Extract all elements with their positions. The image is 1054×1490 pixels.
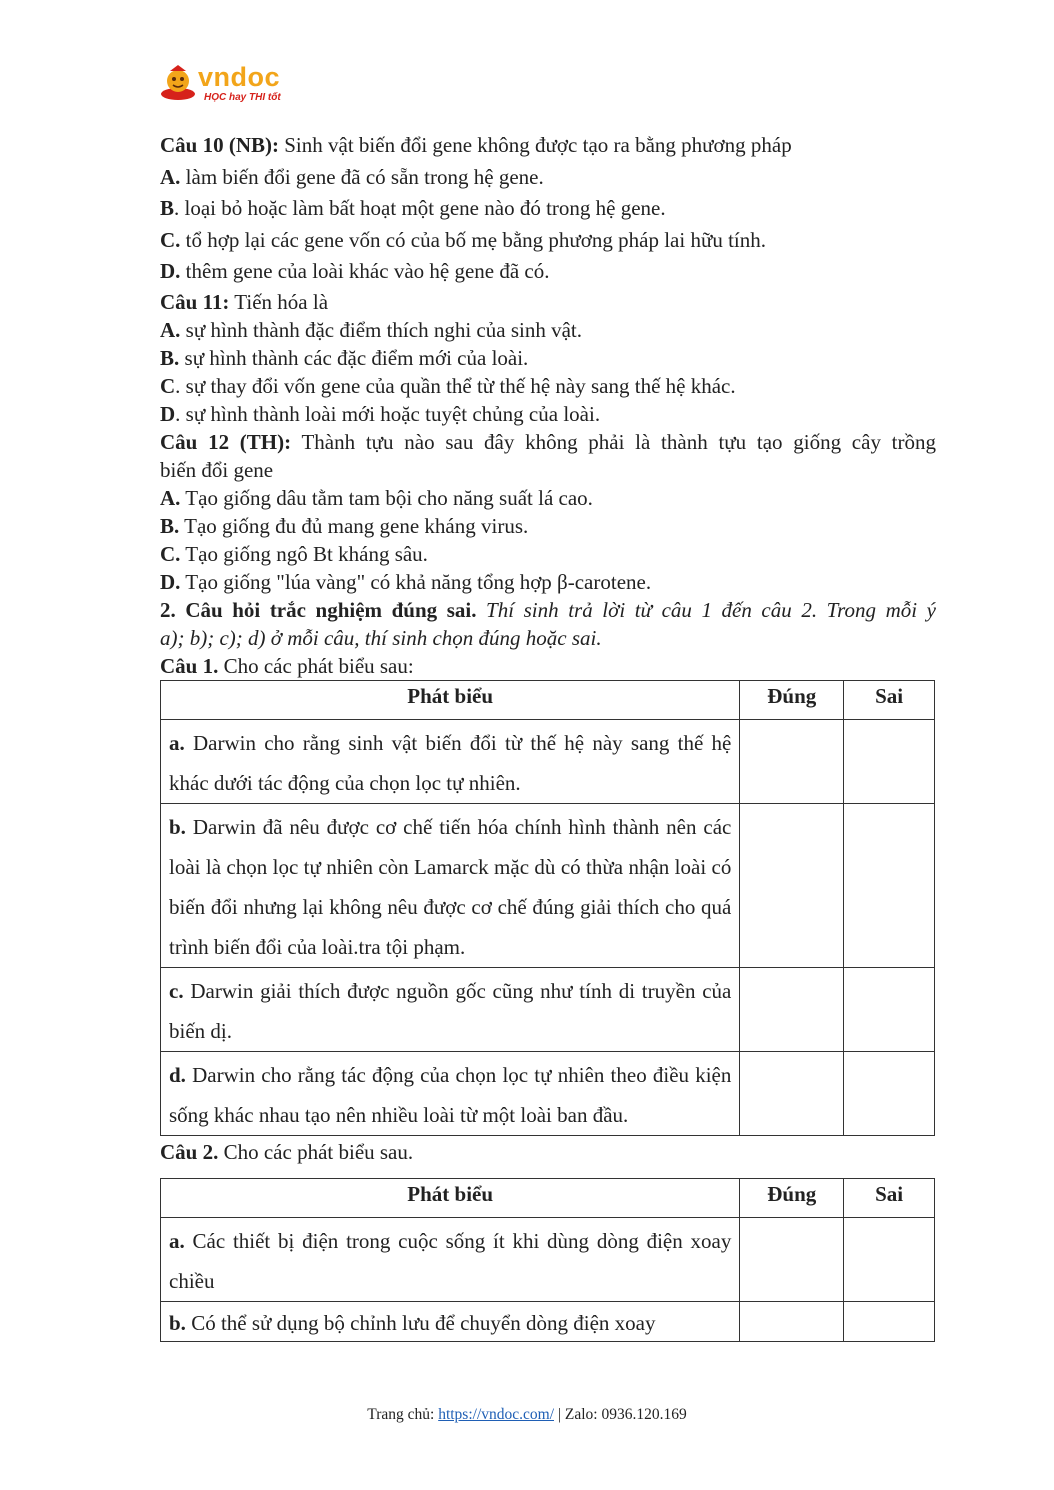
brand-name: vndoc — [198, 62, 281, 92]
answer-false-cell[interactable] — [844, 1217, 935, 1301]
answer-true-cell[interactable] — [740, 1301, 844, 1341]
question-12-option-c: C. Tạo giống ngô Bt kháng sâu. — [160, 541, 428, 566]
question-10-option-a: A. làm biến đổi gene đã có sẵn trong hệ gene. — [160, 164, 544, 189]
question-12-stem: Câu 12 (TH): Thành tựu nào sau đây không phải là thành tựu tạo giống cây trồng — [160, 429, 937, 454]
table-row — [161, 1217, 935, 1301]
section-2-instruction: a); b); c); d) ở mỗi câu, thí sinh chọn đúng hoặc sai. — [160, 625, 602, 650]
question-12-option-d: D. Tạo giống "lúa vàng" có khả năng tổng hợp β-carotene. — [160, 569, 652, 594]
footer-contact: | Zalo: 0936.120.169 — [554, 1406, 687, 1423]
answer-false-cell[interactable] — [844, 719, 935, 803]
question-11-option-d: D. sự hình thành loài mới hoặc tuyệt chủng của loài. — [160, 401, 601, 426]
table-row — [161, 1301, 935, 1341]
table-row — [161, 803, 935, 967]
tf-question-1-table — [160, 680, 935, 1136]
table-row — [161, 967, 935, 1051]
question-12-option-a: A. Tạo giống dâu tằm tam bội cho năng suất lá cao. — [160, 485, 593, 510]
tf-question-1-stem: Câu 1. Cho các phát biểu sau: — [160, 653, 414, 678]
tf-question-2-stem: Câu 2. Cho các phát biểu sau. — [160, 1139, 414, 1164]
tf-question-2-table — [160, 1178, 935, 1342]
question-11-stem: Câu 11: Tiến hóa là — [160, 289, 329, 314]
answer-true-cell[interactable] — [740, 1051, 844, 1135]
answer-true-cell[interactable] — [740, 967, 844, 1051]
page-footer — [0, 1406, 1054, 1424]
question-12-stem-cont: biến đổi gene — [160, 457, 274, 482]
answer-false-cell[interactable] — [844, 1301, 935, 1341]
statement-b: b. Có thể sử dụng bộ chỉnh lưu để chuyển dòng điện xoay — [161, 1301, 740, 1341]
question-12-option-b: B. Tạo giống đu đủ mang gene kháng virus. — [160, 513, 529, 538]
statement-b: b. Darwin đã nêu được cơ chế tiến hóa chính hình thành nên các loài là chọn lọc tự nhiên còn Lamarck mặc dù có thừa nhận loài có biến đổi nhưng lại không nêu được cơ chế đúng giải thích cho quá trình biến đổi của loài.tra tội phạm. — [161, 803, 740, 967]
header-true: Đúng — [740, 680, 844, 719]
question-11-option-b: B. sự hình thành các đặc điểm mới của loài. — [160, 345, 529, 370]
vndoc-logo — [160, 62, 300, 108]
homepage-link[interactable]: https://vndoc.com/ — [438, 1406, 554, 1423]
question-11-option-a: A. sự hình thành đặc điểm thích nghi của sinh vật. — [160, 317, 582, 342]
question-10-option-b: B. loại bỏ hoặc làm bất hoạt một gene nào đó trong hệ gene. — [160, 196, 666, 220]
answer-true-cell[interactable] — [740, 719, 844, 803]
statement-c: c. Darwin giải thích được nguồn gốc cũng như tính di truyền của biến dị. — [161, 967, 740, 1051]
statement-a: a. Các thiết bị điện trong cuộc sống ít khi dùng dòng điện xoay chiều — [161, 1217, 740, 1301]
question-10-stem: Câu 10 (NB): Sinh vật biến đổi gene không được tạo ra bằng phương pháp — [160, 133, 792, 157]
answer-false-cell[interactable] — [844, 803, 935, 967]
question-10-option-c: C. tổ hợp lại các gene vốn có của bố mẹ bằng phương pháp lai hữu tính. — [160, 227, 766, 252]
header-true: Đúng — [740, 1178, 844, 1217]
section-2-heading: 2. Câu hỏi trắc nghiệm đúng sai. Thí sinh trả lời từ câu 1 đến câu 2. Trong mỗi ý — [160, 597, 937, 622]
brand-slogan: HỌC hay THI tốt — [204, 92, 281, 103]
table-header-row — [161, 680, 935, 719]
table-row — [161, 719, 935, 803]
answer-false-cell[interactable] — [844, 967, 935, 1051]
answer-true-cell[interactable] — [740, 803, 844, 967]
question-11-option-c: C. sự thay đổi vốn gene của quần thể từ thế hệ này sang thế hệ khác. — [160, 373, 736, 398]
statement-d: d. Darwin cho rằng tác động của chọn lọc tự nhiên theo điều kiện sống khác nhau tạo nên nhiều loài từ một loài ban đầu. — [161, 1051, 740, 1135]
header-false: Sai — [844, 1178, 935, 1217]
mascot-icon — [160, 64, 196, 102]
document-body — [160, 130, 936, 1342]
header-statement: Phát biểu — [161, 1178, 740, 1217]
header-false: Sai — [844, 680, 935, 719]
header-statement: Phát biểu — [161, 680, 740, 719]
statement-a: a. Darwin cho rằng sinh vật biến đổi từ thế hệ này sang thế hệ khác dưới tác động của chọn lọc tự nhiên. — [161, 719, 740, 803]
footer-prefix: Trang chủ: — [367, 1406, 439, 1423]
answer-false-cell[interactable] — [844, 1051, 935, 1135]
answer-true-cell[interactable] — [740, 1217, 844, 1301]
table-header-row — [161, 1178, 935, 1217]
question-10-option-d: D. thêm gene của loài khác vào hệ gene đã có. — [160, 259, 550, 283]
table-row — [161, 1051, 935, 1135]
